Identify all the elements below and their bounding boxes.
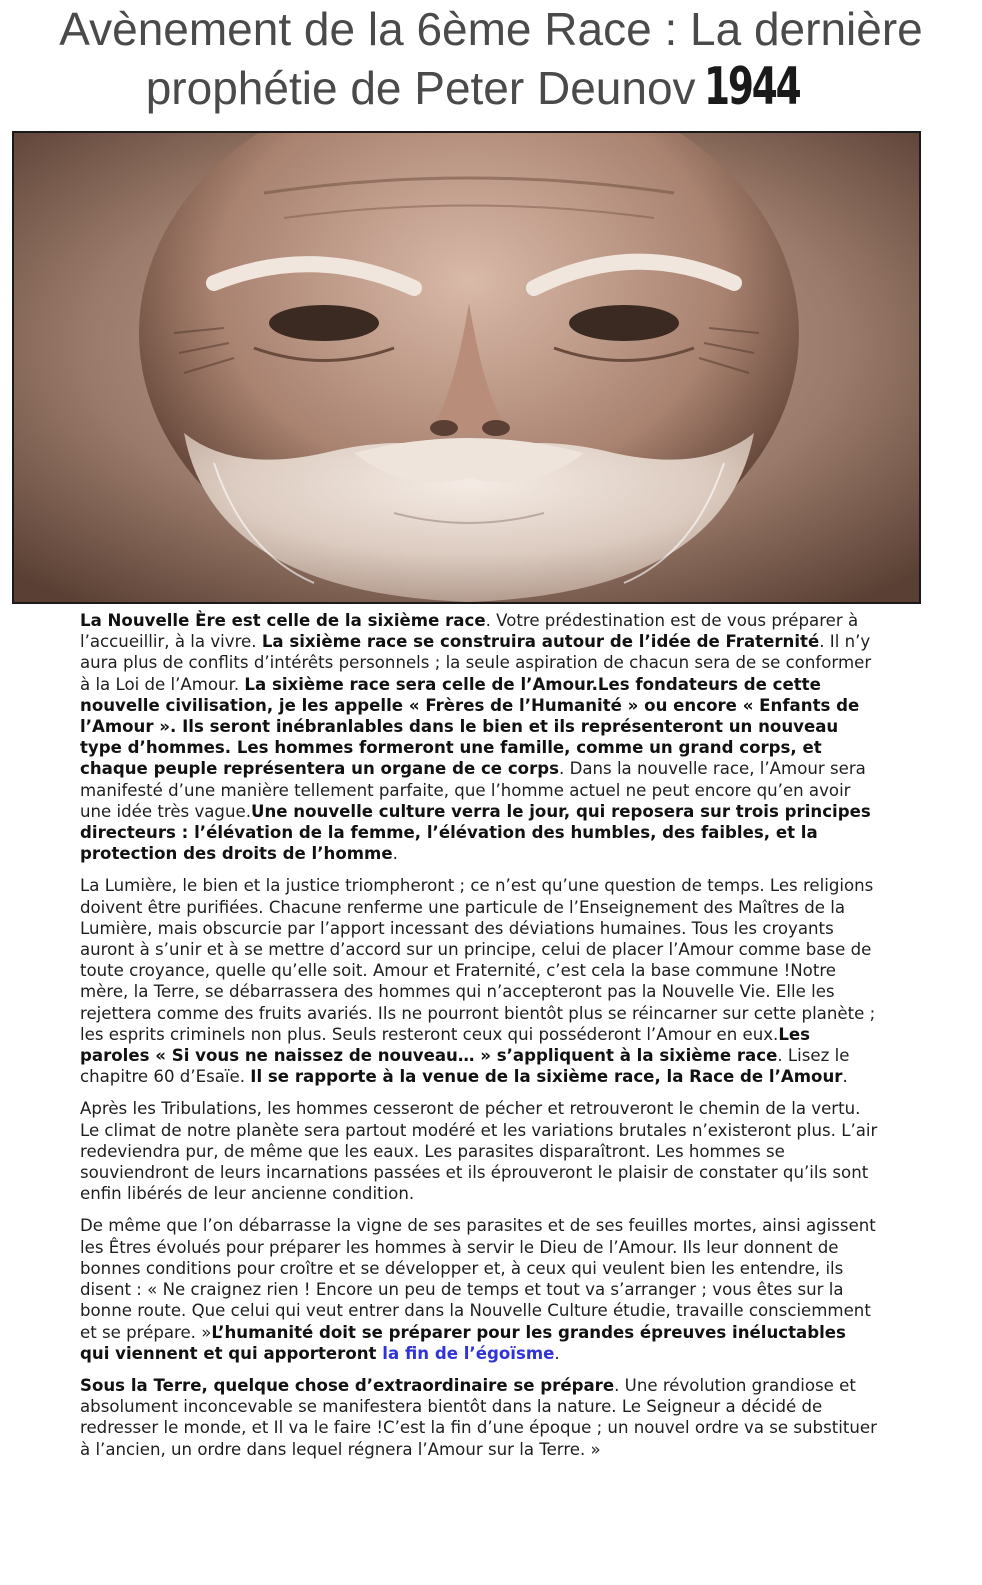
body-text: . Dans la nouvelle race, l’Amour sera manifesté d’une manière tellement parfaite, que l’homme actuel ne peut encore qu’en avoir une idée très vague. [80, 759, 866, 821]
bold-text: L’humanité doit se préparer pour les grandes épreuves inéluctables qui viennent et qui apporteront [80, 1322, 846, 1363]
body-text: De même que l’on débarrasse la vigne de ses parasites et de ses feuilles mortes, ainsi agissent les Êtres évolués pour préparer les hommes à servir le Dieu de l’Amour. Ils leur donnent de bonnes conditions pour croître et se développer et, à ceux qui veulent bien les entendre, ils disent : « Ne craignez rien ! Encore un peu de temps et tout va s’arranger ; vous êtes sur la bonne route. Que celui qui veut entrer dans la Nouvelle Culture étudie, travaille consciemment et se prépare. » [80, 1216, 876, 1342]
bold-text: Sous la Terre, quelque chose d’extraordinaire se prépare [80, 1375, 615, 1395]
bold-text: Il se rapporte à la venue de la sixième race, la Race de l’Amour [250, 1067, 843, 1087]
article-paragraph [80, 1215, 880, 1363]
bold-text: Les paroles « Si vous ne naissez de nouveau… » s’appliquent à la sixième race [80, 1024, 811, 1066]
article-paragraph [80, 1375, 880, 1460]
body-text: . Votre prédestination est de vous préparer à l’accueillir, à la vivre. [80, 611, 859, 652]
body-text: . [392, 844, 398, 864]
portrait-image [14, 133, 919, 602]
body-text: Après les Tribulations, les hommes cesseront de pécher et retrouveront le chemin de la vertu. Le climat de notre planète sera partout modéré et les variations brutales n’existeront plus. L’air redeviendra pur, de même que les eaux. Les parasites disparaîtront. Les hommes se souviendront de leurs incarnations passées et ils éprouveront le plaisir de constater qu’ils sont enfin libérés de leur ancienne condition. [80, 1099, 878, 1204]
bold-text: Une nouvelle culture verra le jour, qui reposera sur trois principes directeurs : l’élévation de la femme, l’élévation des humbles, des faibles, et la protection des droits de l’homme [80, 801, 871, 864]
body-text: . Une révolution grandiose et absolument inconcevable se manifestera bientôt dans la nature. Le Seigneur a décidé de redresser le monde, et Il va le faire !C’est la fin d’une époque ; un nouvel ordre va se substituer à l’ancien, un ordre dans lequel régnera l’Amour sur la Terre. » [80, 1375, 877, 1459]
body-text: La Lumière, le bien et la justice triompheront ; ce n’est qu’une question de temps. Les religions doivent être purifiées. Chacune renferme une particule de l’Enseignement des Maîtres de la Lumière, mais obscurcie par l’apport incessant des déviations humaines. Tous les croyants auront à s’unir et à se mettre d’accord sur un principe, celui de placer l’Amour comme base de toute croyance, quelle qu’elle soit. Amour et Fraternité, c’est cela la base commune !Notre mère, la Terre, se débarrassera des hommes qui n’accepteront pas la Nouvelle Vie. Elle les rejettera comme des fruits avariés. Ils ne pourront bientôt plus se réincarner sur cette planète ; les esprits criminels non plus. Seuls resteront ceux qui posséderont l’Amour en eux. [80, 876, 876, 1044]
portrait-photo [12, 131, 921, 604]
article-paragraph [80, 610, 880, 864]
bold-text: La sixième race sera celle de l’Amour.Les fondateurs de cette nouvelle civilisation, je les appelle « Frères de l’Humanité » ou encore « Enfants de l’Amour ». Ils seront inébranlables dans le bien et ils représenteront un nouveau type d’hommes. Les hommes formeront une famille, comme un grand corps, et chaque peuple représentera un organe de ce corps [80, 674, 860, 779]
link-fin-egoisme[interactable]: la fin de l’égoïsme [382, 1343, 555, 1363]
bold-text: La sixième race se construira autour de l’idée de Fraternité [261, 632, 820, 652]
bold-text: La Nouvelle Ère est celle de la sixième race [80, 611, 486, 630]
article-body [80, 610, 880, 1471]
article-paragraph [80, 875, 880, 1087]
body-text: . [842, 1067, 848, 1087]
title-year: 1944 [703, 57, 800, 117]
page-title [0, 0, 982, 117]
title-text: Avènement de la 6ème Race : La dernière prophétie de Peter Deunov [59, 3, 923, 114]
body-text: . Il n’y aura plus de conflits d’intérêts personnels ; la seule aspiration de chacun sera de se conformer à la Loi de l’Amour. [80, 632, 872, 694]
body-text: . [554, 1343, 560, 1363]
article-paragraph [80, 1098, 880, 1204]
body-text: . Lisez le chapitre 60 d’Esaïe. [80, 1046, 850, 1087]
